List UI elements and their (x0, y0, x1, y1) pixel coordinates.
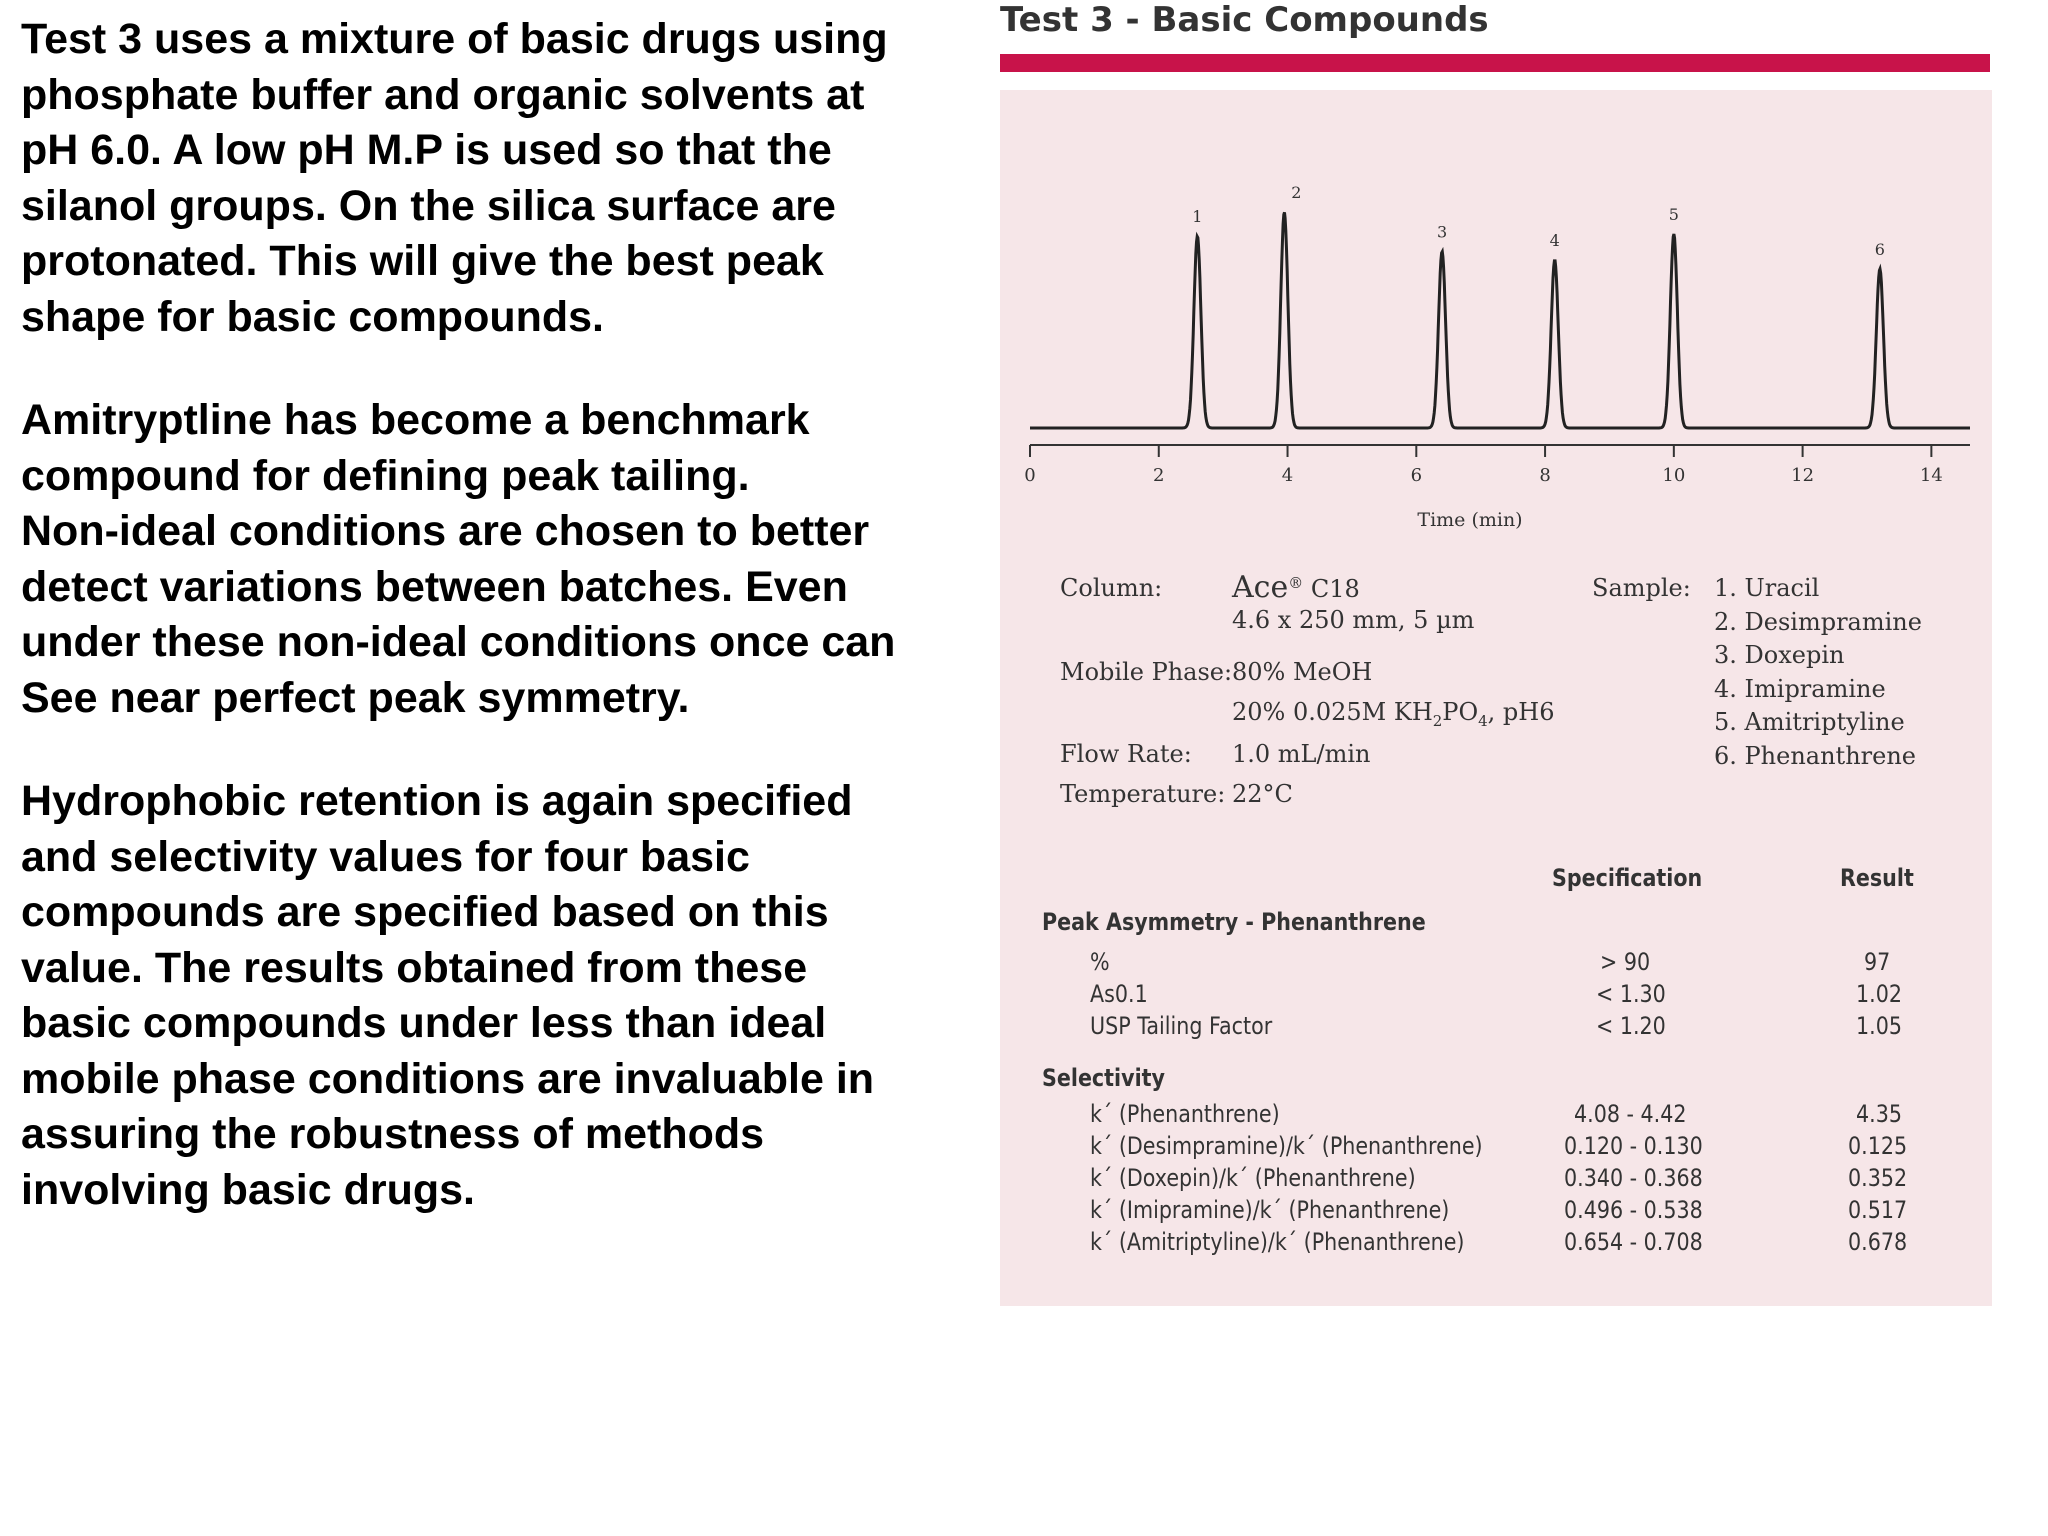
asym-result-3: 1.05 (1856, 1012, 1902, 1040)
title-rule (1000, 54, 1990, 72)
sel-spec-1: 4.08 - 4.42 (1574, 1100, 1687, 1128)
mp2-sub1: 2 (1432, 711, 1443, 730)
x-tick-label-14: 14 (1919, 465, 1943, 486)
sel-result-4: 0.517 (1848, 1196, 1908, 1224)
mp2-post: , pH6 (1487, 698, 1555, 726)
column-name (1232, 570, 1360, 605)
column-brand: Ace (1232, 570, 1289, 605)
sample-label: Sample: (1592, 574, 1691, 602)
sel-spec-4: 0.496 - 0.538 (1564, 1196, 1703, 1224)
paragraph-hydrophobic: Hydrophobic retention is again specified and selectivity values for four basic compounds are specified based on this value. The results obtained from these basic compounds under less than ideal mobile phase conditions are invaluable in assuring the robustness of methods involving basic drugs. (21, 777, 875, 1214)
x-tick-label-10: 10 (1662, 465, 1686, 486)
peak-label-4: 4 (1549, 231, 1560, 251)
asym-result-2: 1.02 (1856, 980, 1902, 1008)
sel-spec-2: 0.120 - 0.130 (1564, 1132, 1703, 1160)
x-tick-label-8: 8 (1539, 465, 1551, 486)
sel-name-1: k´ (Phenanthrene) (1090, 1100, 1280, 1128)
test-panel (1000, 90, 1992, 1306)
column-label: Column: (1060, 574, 1163, 602)
sel-name-2: k´ (Desimpramine)/k´ (Phenanthrene) (1090, 1132, 1483, 1160)
sample-5: 5. Amitriptyline (1714, 708, 1905, 736)
column-phase: C18 (1303, 575, 1360, 603)
temperature: 22°C (1232, 780, 1293, 808)
x-tick-label-2: 2 (1153, 465, 1165, 486)
peak-label-6: 6 (1874, 239, 1885, 259)
sel-name-3: k´ (Doxepin)/k´ (Phenanthrene) (1090, 1164, 1416, 1192)
column-dims: 4.6 x 250 mm, 5 µm (1232, 606, 1475, 634)
registered-mark: ® (1288, 574, 1304, 592)
sel-name-5: k´ (Amitriptyline)/k´ (Phenanthrene) (1090, 1228, 1465, 1256)
spec-header: Specification (1552, 864, 1703, 892)
peak-label-1: 1 (1192, 207, 1203, 227)
x-tick-label-12: 12 (1791, 465, 1815, 486)
mp2-pre: 20% 0.025M KH (1232, 698, 1433, 726)
mp2-mid: PO (1442, 698, 1479, 726)
paragraph-amitriptyline: Amitryptline has become a benchmark compound for defining peak tailing. Non-ideal conditions are chosen to better detect variations between batches. Even under these non-ideal conditions once can See near perfect peak symmetry. (21, 396, 896, 722)
sel-name-4: k´ (Imipramine)/k´ (Phenanthrene) (1090, 1196, 1450, 1224)
asym-spec-3: < 1.20 (1596, 1012, 1666, 1040)
sample-2: 2. Desimpramine (1714, 608, 1922, 636)
panel-title: Test 3 - Basic Compounds (1000, 0, 1489, 40)
selectivity-header: Selectivity (1042, 1064, 1165, 1092)
asym-spec-2: < 1.30 (1596, 980, 1666, 1008)
sel-result-5: 0.678 (1848, 1228, 1908, 1256)
mobile-phase-label: Mobile Phase: (1060, 658, 1233, 686)
asym-name-3: USP Tailing Factor (1090, 1012, 1273, 1040)
temperature-label: Temperature: (1060, 780, 1226, 808)
sample-6: 6. Phenanthrene (1714, 742, 1916, 770)
asym-name-1: % (1090, 948, 1110, 976)
x-tick-label-4: 4 (1281, 465, 1294, 486)
sel-result-1: 4.35 (1856, 1100, 1902, 1128)
sel-spec-5: 0.654 - 0.708 (1564, 1228, 1703, 1256)
x-tick-label-6: 6 (1410, 465, 1423, 486)
mobile-phase-1: 80% MeOH (1232, 658, 1373, 686)
sel-result-2: 0.125 (1848, 1132, 1908, 1160)
chromatogram (1000, 90, 1992, 550)
x-axis-label: Time (min) (1417, 509, 1523, 531)
peak-label-2: 2 (1291, 183, 1302, 203)
flow-rate: 1.0 mL/min (1232, 740, 1371, 768)
sel-spec-3: 0.340 - 0.368 (1564, 1164, 1703, 1192)
body-text (21, 12, 981, 1266)
mobile-phase-2 (1232, 698, 1555, 730)
asym-result-1: 97 (1864, 948, 1891, 976)
paragraph-intro: Test 3 uses a mixture of basic drugs using phosphate buffer and organic solvents at pH 6.0. A low pH M.P is used so that the silanol groups. On the silica surface are protonated. This will give the best peak shape for basic compounds. (21, 15, 888, 341)
asym-name-2: As0.1 (1090, 980, 1148, 1008)
peak-label-3: 3 (1436, 222, 1448, 242)
chromatogram-trace (1030, 212, 1970, 428)
asym-spec-1: > 90 (1600, 948, 1651, 976)
sample-1: 1. Uracil (1714, 574, 1820, 602)
x-tick-label-0: 0 (1024, 465, 1036, 486)
sel-result-3: 0.352 (1848, 1164, 1908, 1192)
flow-rate-label: Flow Rate: (1060, 740, 1192, 768)
sample-3: 3. Doxepin (1714, 641, 1845, 669)
sample-4: 4. Imipramine (1714, 675, 1886, 703)
result-header: Result (1840, 864, 1914, 892)
asymmetry-header: Peak Asymmetry - Phenanthrene (1042, 908, 1426, 936)
mp2-sub2: 4 (1478, 711, 1488, 730)
peak-label-5: 5 (1668, 204, 1679, 224)
